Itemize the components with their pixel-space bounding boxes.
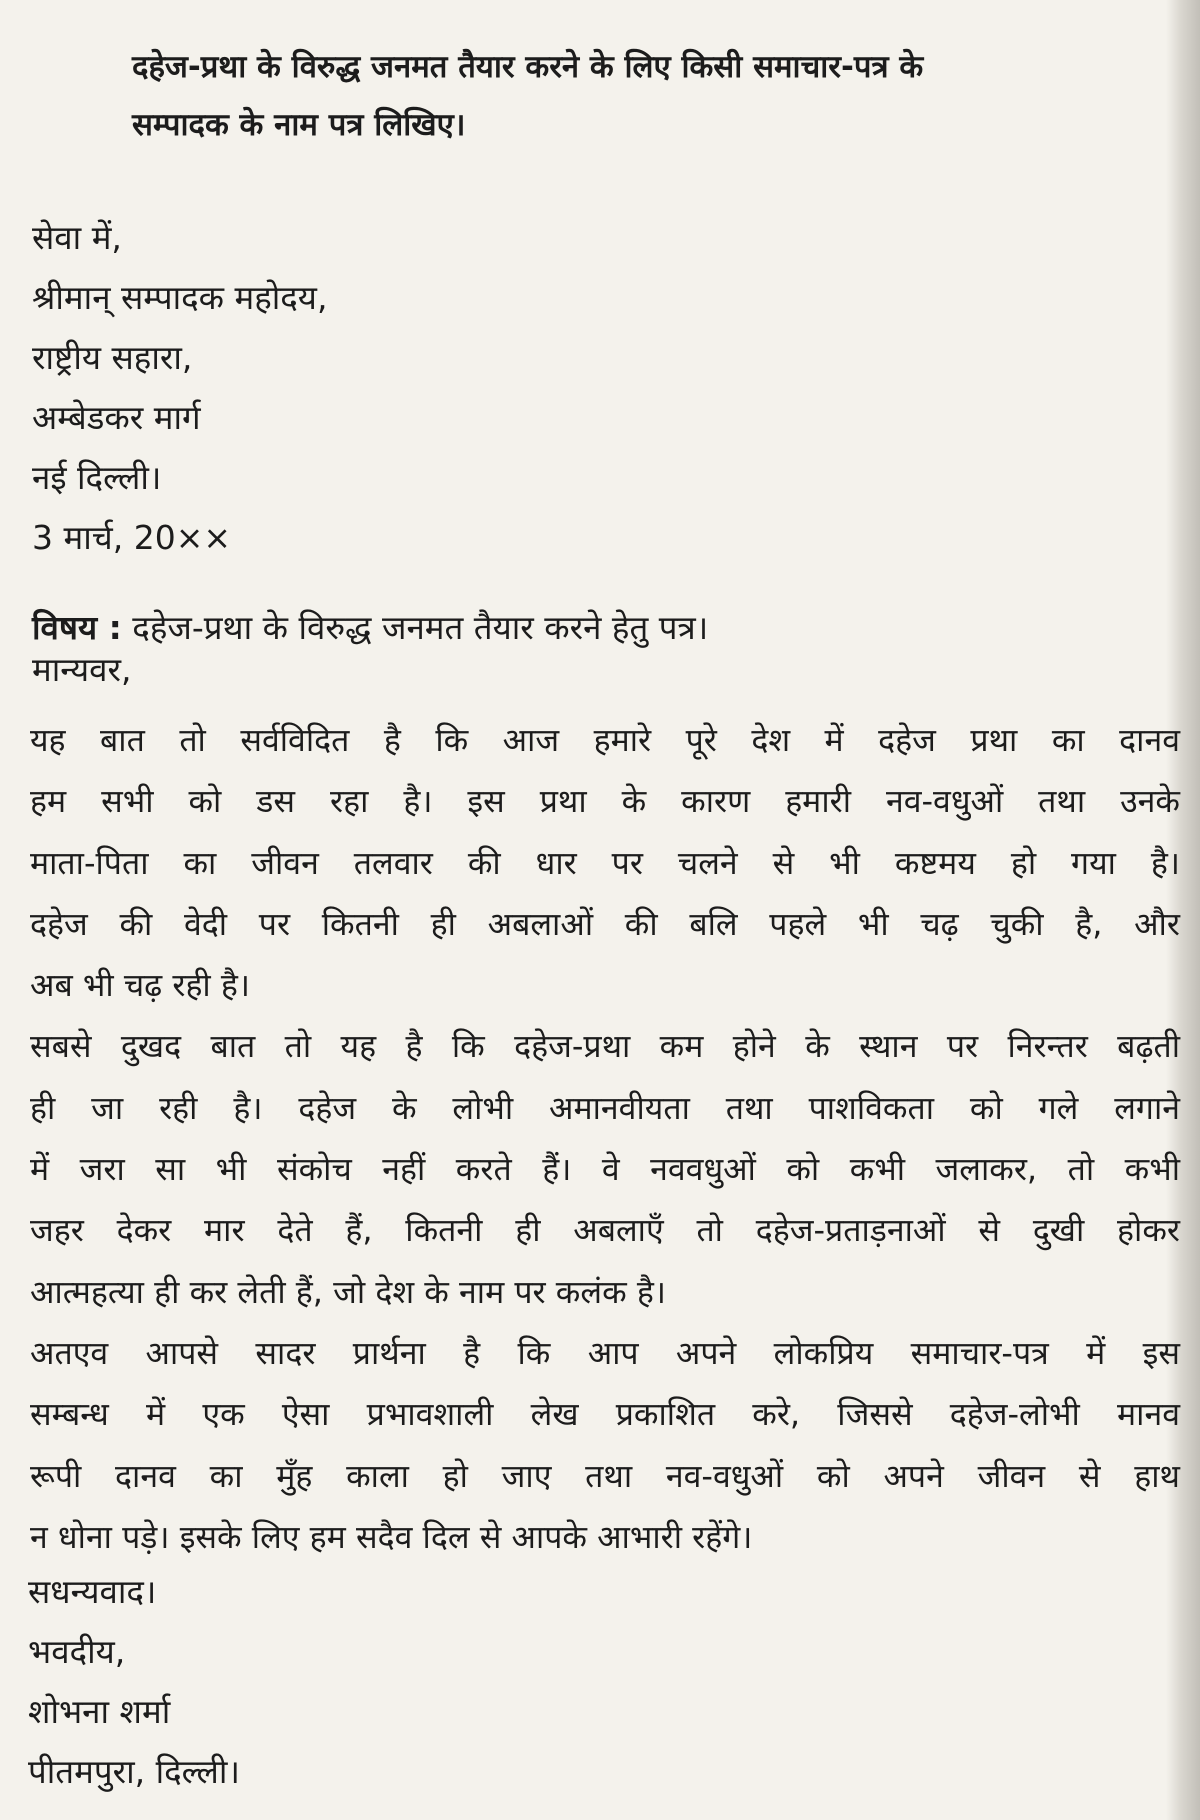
recipient-address-block [32, 208, 327, 568]
body-line: जहर देकर मार देते हैं, कितनी ही अबलाएँ तो दहेज-प्रताड़नाओं से दुखी होकर [30, 1211, 1180, 1250]
body-line: सम्बन्ध में एक ऐसा प्रभावशाली लेख प्रकाशित करे, जिससे दहेज-लोभी मानव [30, 1395, 1180, 1434]
address-line: राष्ट्रीय सहारा, [32, 338, 193, 377]
body-line: यह बात तो सर्वविदित है कि आज हमारे पूरे देश में दहेज प्रथा का दानव [30, 721, 1180, 759]
body-line: माता-पिता का जीवन तलवार की धार पर चलने से भी कष्टमय हो गया है। [30, 843, 1180, 882]
body-line: अतएव आपसे सादर प्रार्थना है कि आप अपने लोकप्रिय समाचार-पत्र में इस [30, 1333, 1180, 1372]
body-line: आत्महत्या ही कर लेती हैं, जो देश के नाम पर कलंक है। [30, 1272, 666, 1311]
body-line: हम सभी को डस रहा है। इस प्रथा के कारण हमारी नव-वधुओं तथा उनके [30, 782, 1180, 821]
question-line: सम्पादक के नाम पत्र लिखिए। [132, 107, 466, 143]
body-line: सबसे दुखद बात तो यह है कि दहेज-प्रथा कम होने के स्थान पर निरन्तर बढ़ती [30, 1027, 1180, 1066]
salutation: मान्यवर, [32, 650, 132, 689]
sender-address: पीतमपुरा, दिल्ली। [28, 1752, 240, 1791]
body-line: दहेज की वेदी पर कितनी ही अबलाओं की बलि पहले भी चढ़ चुकी है, और [30, 904, 1180, 943]
body-line: न धोना पड़े। इसके लिए हम सदैव दिल से आपके आभारी रहेंगे। [30, 1517, 753, 1556]
closing-phrase: भवदीय, [28, 1632, 126, 1671]
subject-text: दहेज-प्रथा के विरुद्ध जनमत तैयार करने हेतु पत्र। [132, 608, 709, 647]
letter-body [30, 710, 1180, 1568]
subject-label: विषय : [32, 608, 122, 647]
address-line: नई दिल्ली। [32, 458, 162, 497]
closing-thanks: सधन्यवाद। [28, 1572, 157, 1611]
address-line: सेवा में, [32, 218, 122, 257]
question-heading [132, 38, 1172, 154]
body-line: ही जा रही है। दहेज के लोभी अमानवीयता तथा पाशविकता को गले लगाने [30, 1088, 1180, 1127]
question-line: दहेज-प्रथा के विरुद्ध जनमत तैयार करने के लिए किसी समाचार-पत्र के [132, 49, 924, 85]
body-line: में जरा सा भी संकोच नहीं करते हैं। वे नववधुओं को कभी जलाकर, तो कभी [30, 1150, 1180, 1189]
body-line: अब भी चढ़ रही है। [30, 966, 251, 1005]
letter-date: 3 मार्च, 20×× [32, 518, 231, 557]
subject-line [32, 606, 708, 650]
signoff-block [28, 1562, 240, 1802]
body-line: रूपी दानव का मुँह काला हो जाए तथा नव-वधुओं को अपने जीवन से हाथ [30, 1456, 1180, 1495]
address-line: श्रीमान् सम्पादक महोदय, [32, 278, 328, 317]
sender-name: शोभना शर्मा [28, 1692, 171, 1731]
address-line: अम्बेडकर मार्ग [32, 398, 201, 437]
